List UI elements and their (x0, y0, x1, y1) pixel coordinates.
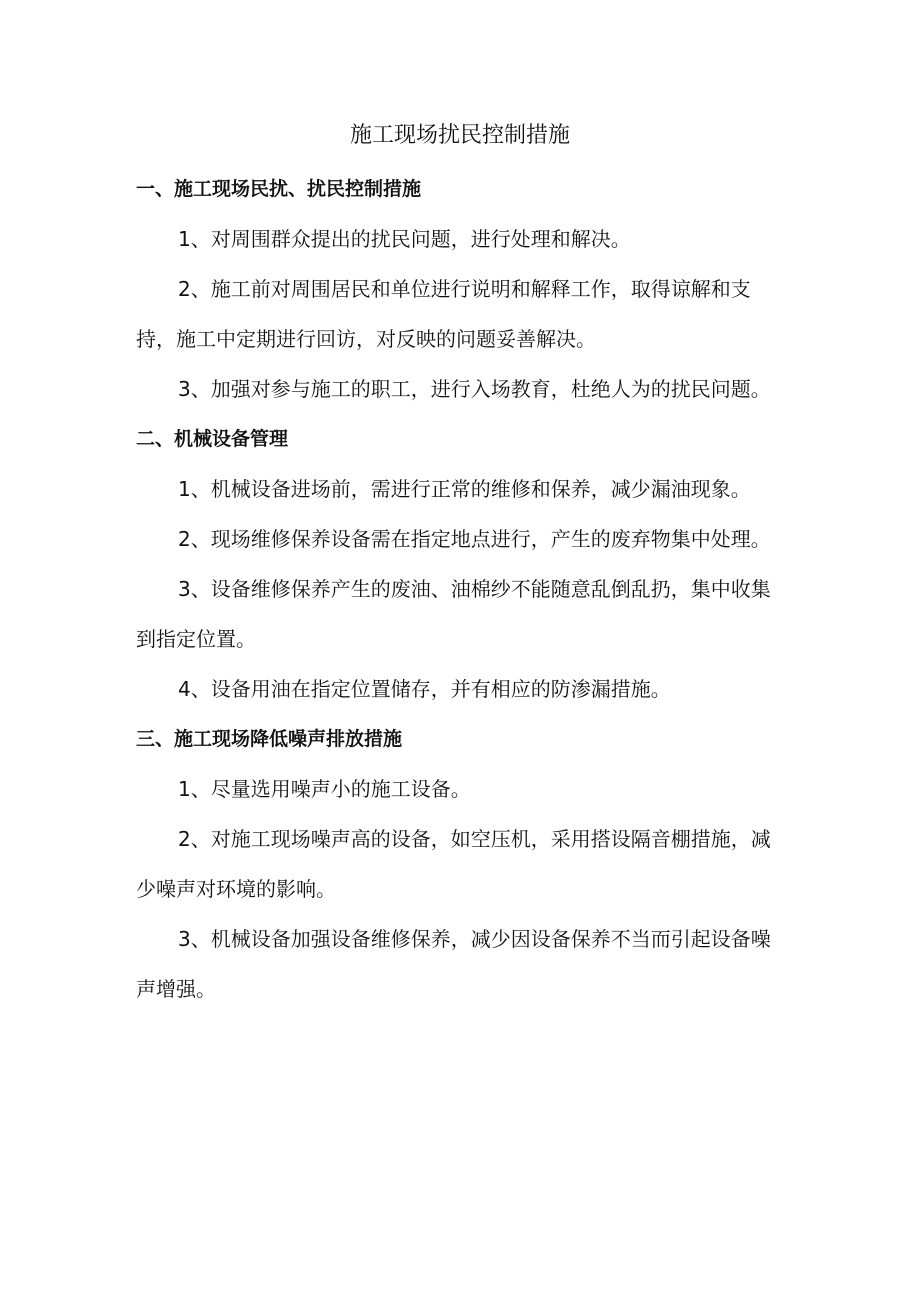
list-item: 2、对施工现场噪声高的设备，如空压机，采用搭设隔音棚措施，减少噪声对环境的影响。 (136, 827, 771, 901)
list-item: 3、设备维修保养产生的废油、油棉纱不能随意乱倒乱扔，集中收集到指定位置。 (136, 577, 771, 651)
list-item: 2、现场维修保养设备需在指定地点进行，产生的废弃物集中处理。 (178, 527, 771, 551)
list-item: 2、施工前对周围居民和单位进行说明和解释工作，取得谅解和支持，施工中定期进行回访，对反映的问题妥善解决。 (136, 277, 751, 351)
list-item: 4、设备用油在指定位置储存，并有相应的防渗漏措施。 (178, 677, 671, 701)
section-equipment-management (136, 414, 920, 714)
section-heading: 二、机械设备管理 (136, 428, 289, 450)
list-item: 1、尽量选用噪声小的施工设备。 (178, 777, 471, 801)
list-item: 3、机械设备加强设备维修保养，减少因设备保养不当而引起设备噪声增强。 (136, 927, 771, 1001)
page-title: 施工现场扰民控制措施 (349, 123, 570, 148)
list-item: 3、加强对参与施工的职工，进行入场教育，杜绝人为的扰民问题。 (178, 377, 771, 401)
list-item: 1、机械设备进场前，需进行正常的维修和保养，减少漏油现象。 (178, 477, 751, 501)
list-item: 1、对周围群众提出的扰民问题，进行处理和解决。 (178, 227, 631, 251)
section-heading: 一、施工现场民扰、扰民控制措施 (136, 178, 422, 200)
section-disturbance-control (136, 164, 920, 414)
section-heading: 三、施工现场降低噪声排放措施 (136, 728, 403, 750)
section-noise-reduction (136, 714, 920, 1014)
